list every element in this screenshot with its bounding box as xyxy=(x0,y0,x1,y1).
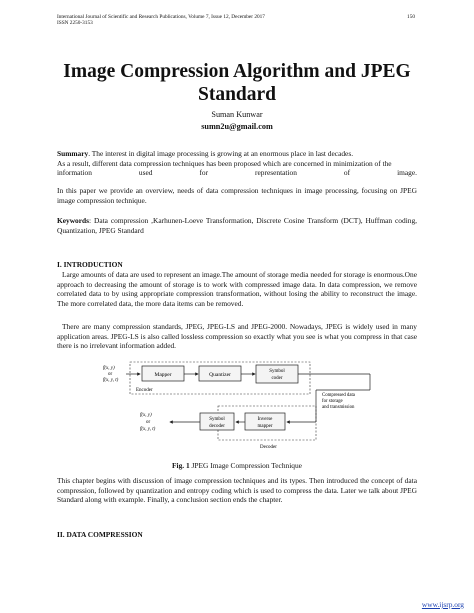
summary-spread-word: image. xyxy=(397,168,417,178)
input-label: f(x, y) xyxy=(103,366,115,371)
caption-text: JPEG Image Compression Technique xyxy=(189,461,302,470)
issn: ISSN 2250-3153 xyxy=(57,20,93,27)
section-1-heading: I. INTRODUCTION xyxy=(57,260,123,269)
symbol-coder-label-1: Symbol xyxy=(269,369,285,374)
decoder-label: Decoder xyxy=(260,445,277,450)
summary-spread-word: used xyxy=(138,168,153,178)
caption-label: Fig. 1 xyxy=(172,461,190,470)
journal-line: International Journal of Scientific and Research Publications, Volume 7, Issue 12, December 2017 xyxy=(57,14,265,20)
page-number: 150 xyxy=(407,14,415,20)
summary-paragraph-2: In this paper we provide an overview, needs of data compression techniques in image processing, focusing on JPEG image compression technique. xyxy=(57,186,417,205)
inverse-mapper-label-1: Inverse xyxy=(257,417,273,422)
journal-url-link[interactable]: www.ijsrp.org xyxy=(421,600,464,609)
symbol-coder-label-2: coder xyxy=(271,376,283,381)
summary-spread-word: of xyxy=(343,168,351,178)
figure-caption xyxy=(57,461,417,470)
intro-paragraph-1: Large amounts of data are used to represent an image.The amount of storage media needed for storage is enormous.One approach to decreasing the amount of storage is to work with compressed image data. In data compression, we remove correlated data to by using appropriate compression transformation, without losing the ability to reconstruct the image. The more correlated data, the more data items can be removed. xyxy=(57,270,417,308)
intro-paragraph-2: There are many compression standards, JPEG, JPEG-LS and JPEG-2000. Nowadays, JPEG is widely used in many application areas. JPEG-LS is also called lossless compression so exactly what you see is what you compress in that case there is no irrelevant information added. xyxy=(57,322,417,351)
compressed-label-3: and transmission xyxy=(322,405,355,410)
output-or: or xyxy=(146,420,151,425)
author-name: Suman Kunwar xyxy=(211,110,263,119)
encoder-label: Encoder xyxy=(136,388,153,393)
keywords-text: : Data compression ,Karhunen-Loeve Transformation, Discrete Cosine Transform (DCT), Huffman coding, Quantization, JPEG Standard xyxy=(57,216,417,235)
input-or: or xyxy=(108,372,113,377)
summary-spread-word: for xyxy=(199,168,209,178)
intro-paragraph-3: This chapter begins with discussion of image compression techniques and its types. Then introduced the concept of data compression, followed by quantization and entropy coding which is used to compress the data. Later we talk about JPEG Standard along with example. Finally, a conclusion section ends the chapter. xyxy=(57,476,417,505)
compressed-label-2: for storage xyxy=(322,399,343,404)
mapper-label: Mapper xyxy=(154,372,172,378)
author-email[interactable]: sumn2u@gmail.com xyxy=(201,122,273,131)
summary-paragraph xyxy=(57,149,417,178)
symbol-decoder-label-1: Symbol xyxy=(209,417,225,422)
output-label: f(x, y) xyxy=(140,413,152,418)
journal-header xyxy=(57,14,417,27)
inverse-mapper-label-2: mapper xyxy=(257,424,273,429)
compressed-label-1: Compressed data xyxy=(322,393,355,398)
summary-spread-word: representation xyxy=(255,168,297,178)
keywords-label: Keywords xyxy=(57,216,90,225)
summary-label: Summary xyxy=(57,149,89,158)
output-label-t: f(x, y, t) xyxy=(140,427,156,432)
jpeg-compression-diagram xyxy=(100,360,375,452)
keywords-paragraph xyxy=(57,216,417,235)
section-2-heading: II. DATA COMPRESSION xyxy=(57,530,143,539)
input-label-t: f(x, y, t) xyxy=(103,378,119,383)
paper-title: Image Compression Algorithm and JPEG Standard xyxy=(63,61,411,105)
summary-spread-line xyxy=(57,168,417,178)
summary-text-1: . The interest in digital image processing is growing at an enormous place in last decades. xyxy=(88,149,354,158)
summary-spread-word: information xyxy=(57,168,92,178)
symbol-decoder-label-2: decoder xyxy=(209,424,225,429)
summary-text-2: As a result, different data compression techniques has been proposed which are concerned in minimization of the xyxy=(57,158,392,168)
quantizer-label: Quantizer xyxy=(209,372,231,378)
